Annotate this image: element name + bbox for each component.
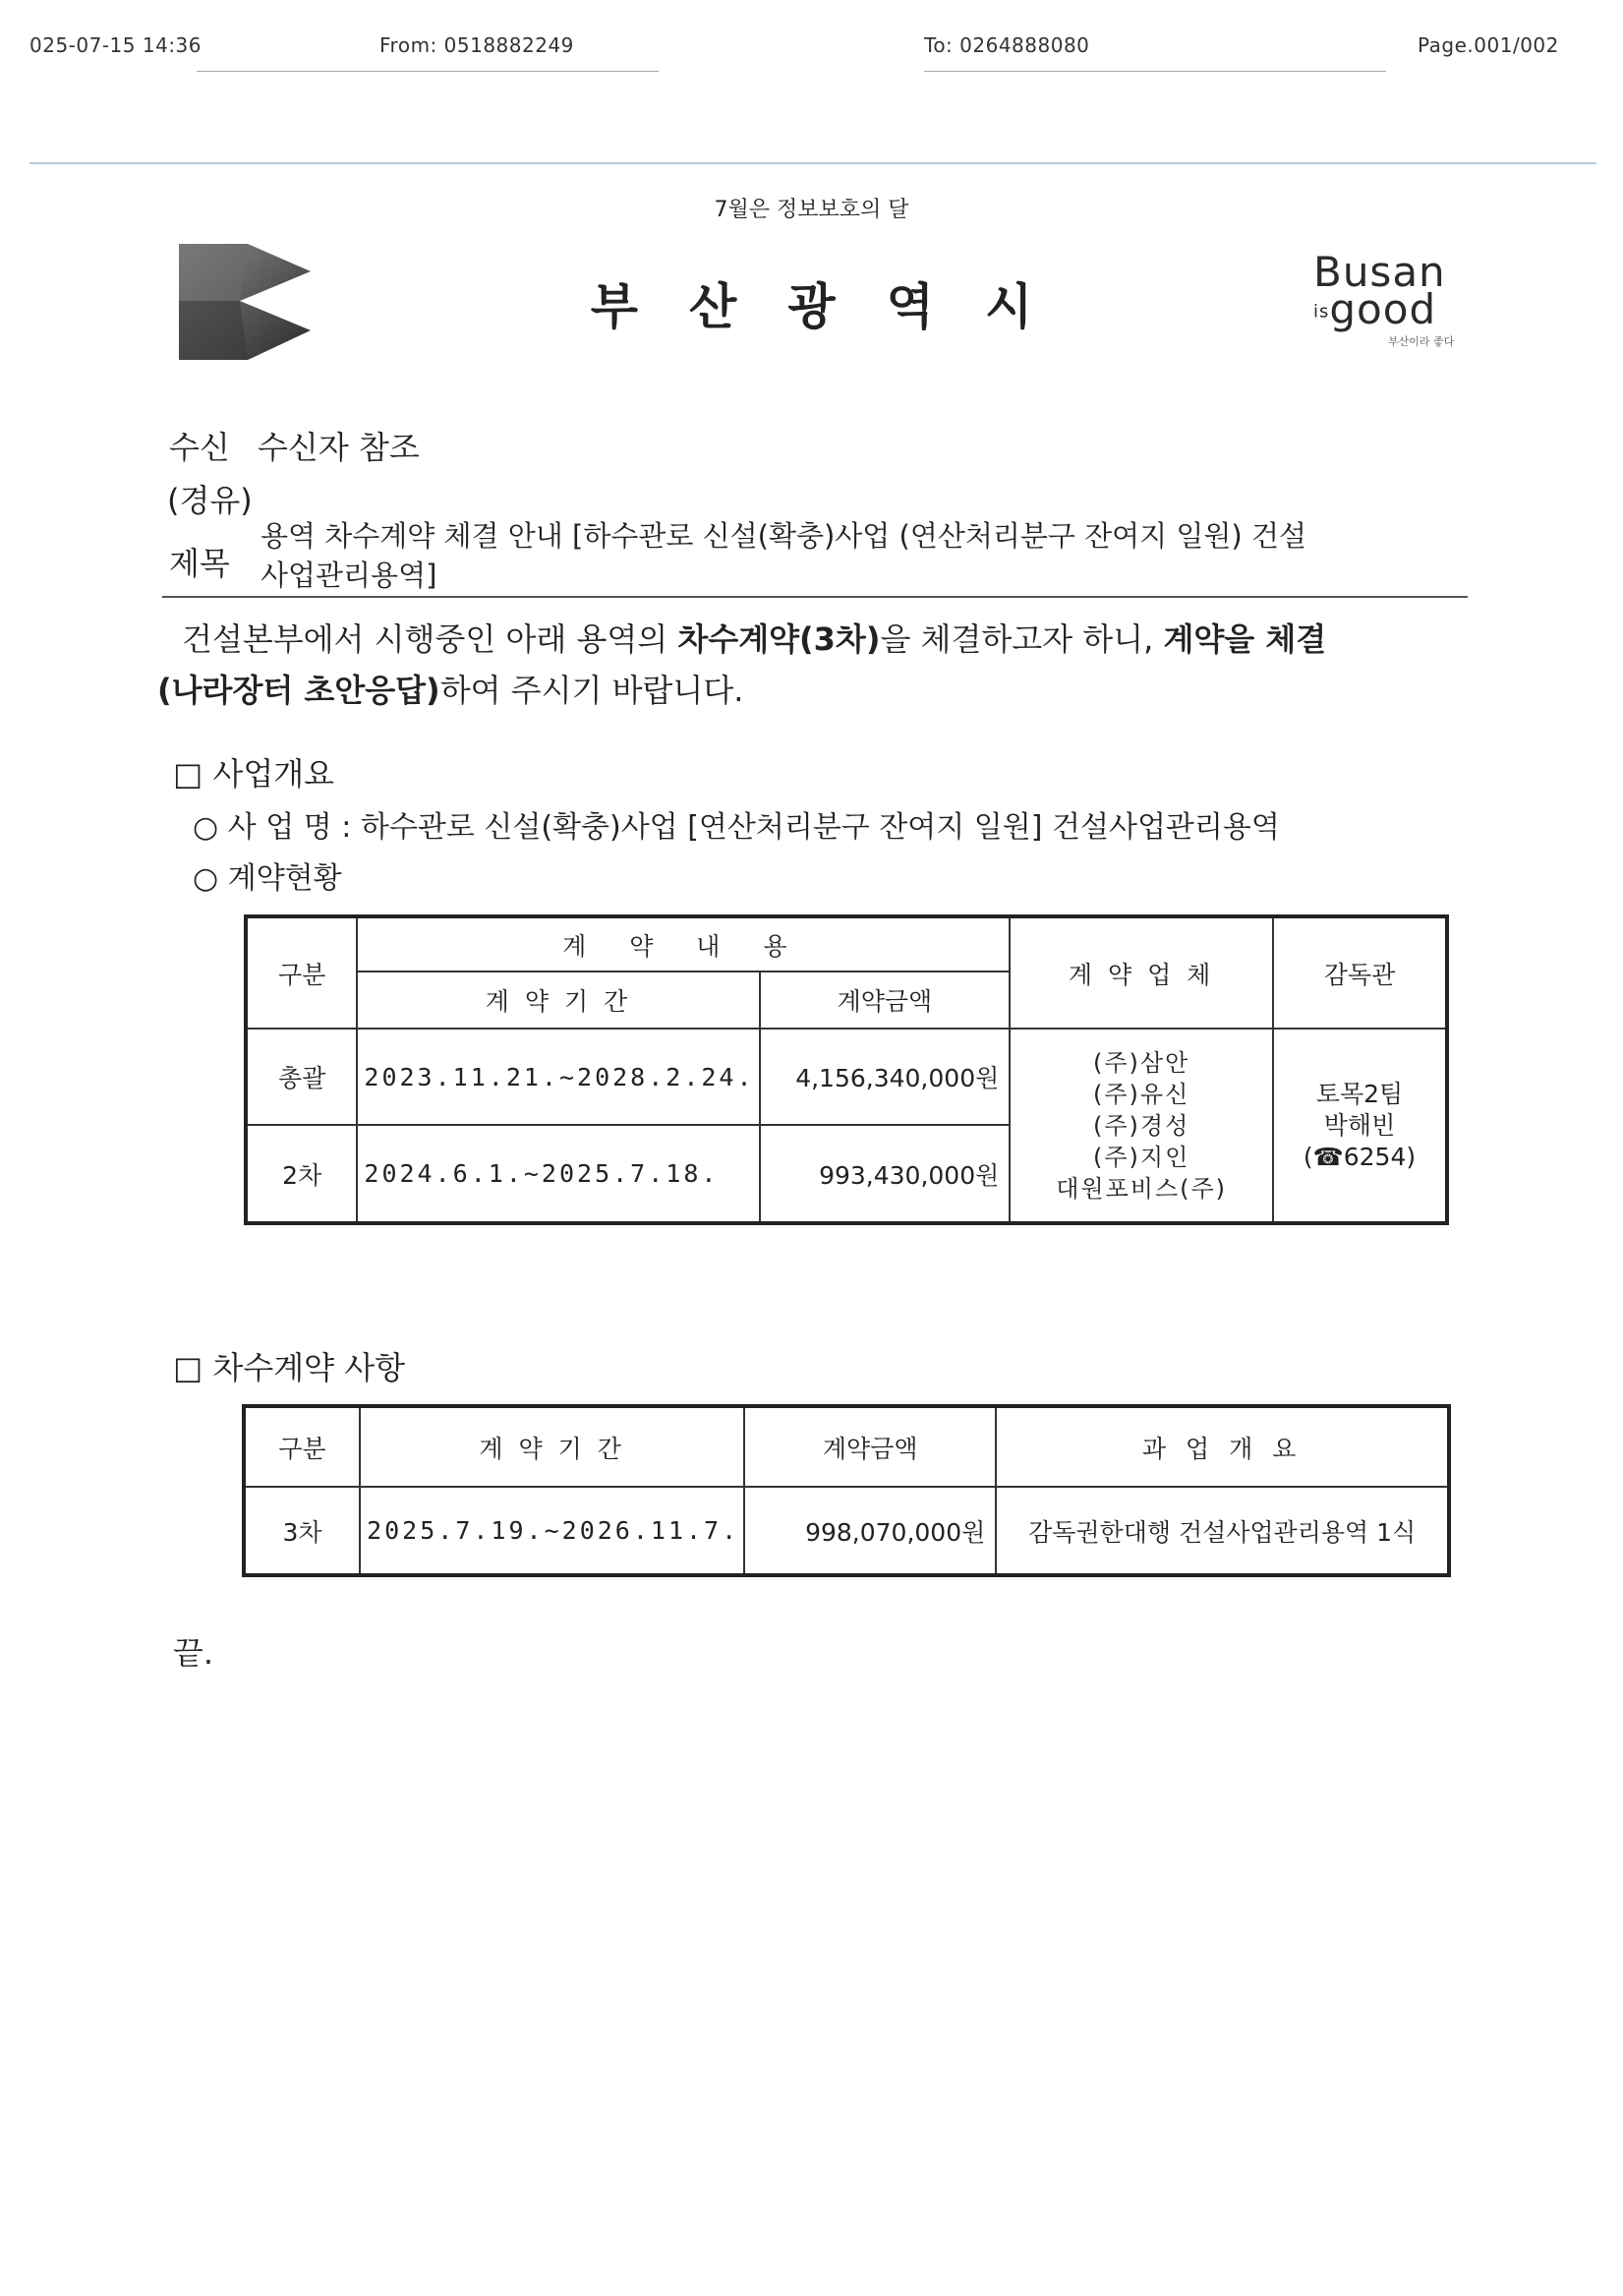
- th-summary: 과 업 개 요: [996, 1406, 1449, 1487]
- cell-division: 2차: [246, 1125, 357, 1223]
- cell-division: 총괄: [246, 1029, 357, 1125]
- cell-period: 2023.11.21.~2028.2.24.: [357, 1029, 759, 1125]
- cell-amount: 993,430,000원: [760, 1125, 1011, 1223]
- company-name: (주)삼안: [1092, 1048, 1190, 1077]
- body-text: 하여 주시기 바랍니다.: [439, 672, 744, 709]
- subject-label: 제목: [169, 545, 230, 582]
- cell-amount: 4,156,340,000원: [760, 1029, 1011, 1125]
- cell-summary: 감독권한대행 건설사업관리용역 1식: [996, 1487, 1449, 1575]
- next-contract-table: [242, 1404, 1451, 1577]
- end-mark: 끝.: [173, 1634, 214, 1672]
- fax-rule: [924, 71, 1386, 72]
- via-label: (경유): [167, 482, 253, 519]
- subject-line2: 사업관리용역]: [261, 559, 437, 592]
- table-row: [244, 1487, 1449, 1575]
- recipient-value: 수신자 참조: [258, 429, 420, 466]
- body-paragraph-line2: [157, 665, 743, 716]
- th-period: 계 약 기 간: [360, 1406, 744, 1487]
- body-bold-text: 계약을 체결: [1163, 620, 1327, 658]
- company-name: (주)유신: [1092, 1080, 1190, 1108]
- slogan: 7월은 정보보호의 달: [714, 198, 909, 222]
- busan-is-good-logo: [1313, 248, 1471, 350]
- body-paragraph-line1: [182, 614, 1470, 665]
- company-name: 대원포비스(주): [1056, 1174, 1228, 1203]
- fax-page: Page.001/002: [1418, 33, 1559, 57]
- cell-period: 2024.6.1.~2025.7.18.: [357, 1125, 759, 1223]
- company-name: (주)지인: [1092, 1143, 1190, 1171]
- cell-companies: [1010, 1029, 1273, 1223]
- subject-line1: 용역 차수계약 체결 안내 [하수관로 신설(확충)사업 (연산처리분구 잔여지 일원) 건설: [261, 519, 1306, 553]
- th-contract-content: 계 약 내 용: [357, 916, 1010, 971]
- org-name: 부산광역시: [590, 278, 1084, 335]
- company-name: (주)경성: [1092, 1111, 1190, 1140]
- cell-supervisor: [1273, 1029, 1447, 1223]
- brand-line1: Busan: [1313, 248, 1446, 296]
- th-amount: 계약금액: [760, 971, 1011, 1029]
- section-title-overview: □ 사업개요: [173, 755, 335, 793]
- supervisor-name: 박해빈: [1323, 1110, 1396, 1140]
- project-name-item: [193, 802, 1280, 846]
- cell-amount: 998,070,000원: [744, 1487, 996, 1575]
- th-division: 구분: [244, 1406, 360, 1487]
- supervisor-phone: (☎6254): [1303, 1142, 1417, 1171]
- contract-status-label: ○ 계약현황: [193, 861, 342, 896]
- table-row: [246, 1029, 1447, 1125]
- project-name-value: 하수관로 신설(확충)사업 [연산처리분구 잔여지 일원] 건설사업관리용역: [360, 810, 1280, 845]
- fax-datetime: 025-07-15 14:36: [29, 33, 202, 57]
- brand-sub: 부산이라 좋다: [1388, 334, 1455, 348]
- th-company: 계 약 업 체: [1010, 916, 1273, 1029]
- subject-rule: [162, 596, 1468, 598]
- body-bold-text: 차수계약(3차): [677, 620, 881, 658]
- body-text: 건설본부에서 시행중인 아래 용역의: [182, 620, 678, 658]
- project-name-label: ○ 사 업 명 :: [193, 810, 352, 845]
- th-supervisor: 감독관: [1273, 916, 1447, 1029]
- cell-period: 2025.7.19.~2026.11.7.: [360, 1487, 744, 1575]
- brand-line2a: is: [1313, 301, 1330, 323]
- supervisor-team: 토목2팀: [1315, 1079, 1404, 1108]
- body-bold-text: (나라장터 초안응답): [157, 672, 440, 709]
- th-period: 계 약 기 간: [357, 971, 759, 1029]
- header-rule: [29, 162, 1596, 164]
- fax-from: From: 0518882249: [379, 33, 574, 57]
- body-text: 을 체결하고자 하니,: [880, 620, 1164, 658]
- th-division: 구분: [246, 916, 357, 1029]
- fax-to: To: 0264888080: [924, 33, 1090, 57]
- fax-rule: [197, 71, 659, 72]
- brand-line2b: good: [1329, 285, 1437, 333]
- th-amount: 계약금액: [744, 1406, 996, 1487]
- section-title-next-contract: □ 차수계약 사항: [173, 1349, 406, 1386]
- recipient-label: 수신: [169, 429, 230, 466]
- contract-status-table: [244, 914, 1449, 1225]
- cell-division: 3차: [244, 1487, 360, 1575]
